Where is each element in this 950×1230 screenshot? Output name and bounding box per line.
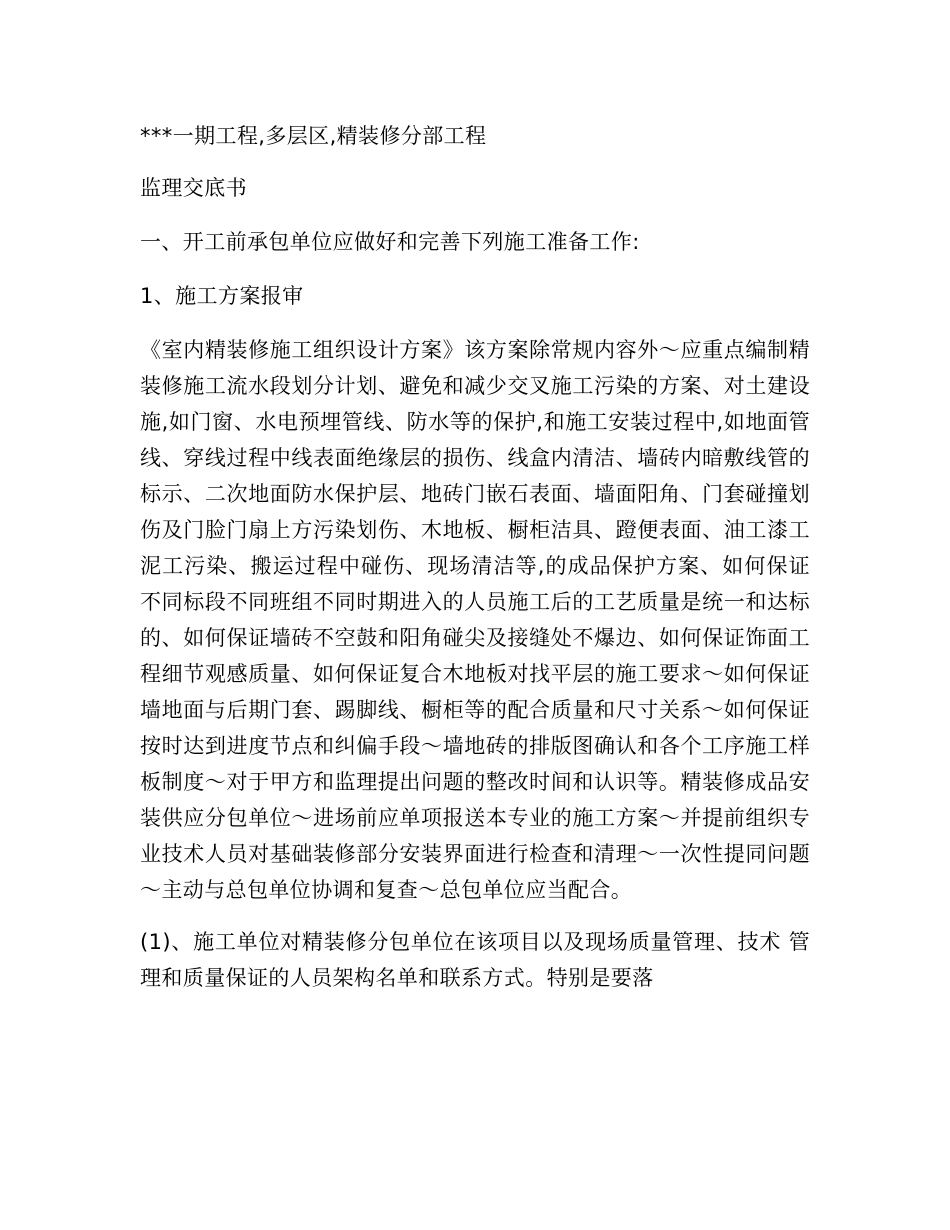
body-paragraph: 《室内精装修施工组织设计方案》该方案除常规内容外～应重点编制精装修施工流水段划分计划、避免和减少交叉施工污染的方案、对土建设施,如门窗、水电预埋管线、防水等的保护,和施工安装过程中,如地面管线、穿线过程中线表面绝缘层的损伤、线盒内清洁、墙砖内暗敷线管的标示、二次地面防水保护层、地砖门嵌石表面、墙面阳角、门套碰撞划伤及门脸门扇上方污染划伤、木地板、橱柜洁具、蹬便表面、油工漆工泥工污染、搬运过程中碰伤、现场清洁等,的成品保护方案、如何保证不同标段不同班组不同时期进入的人员施工后的工艺质量是统一和达标的、如何保证墙砖不空鼓和阳角碰尖及接缝处不爆边、如何保证饰面工程细节观感质量、如何保证复合木地板对找平层的施工要求～如何保证墙地面与后期门套、踢脚线、橱柜等的配合质量和尺寸关系～如何保证按时达到进度节点和纠偏手段～墙地砖的排版图确认和各个工序施工样板制度～对于甲方和监理提出问题的整改时间和认识等。精装修成品安装供应分包单位～进场前应单项报送本专业的施工方案～并提前组织专业技术人员对基础装修部分安装界面进行检查和清理～一次性提同问题～主动与总包单位协调和复查～总包单位应当配合。 [140, 338, 810, 902]
document-page [140, 118, 810, 996]
subsection-heading: 1、施工方案报审 [140, 284, 304, 308]
document-title: ***一期工程,多层区,精装修分部工程 [140, 124, 487, 148]
section-heading: 一、开工前承包单位应做好和完善下列施工准备工作: [140, 230, 640, 254]
item-paragraph: (1)、施工单位对精装修分包单位在该项目以及现场质量管理、技术 管理和质量保证的人员架构名单和联系方式。特别是要落 [140, 930, 810, 990]
document-subtitle: 监理交底书 [140, 176, 247, 200]
